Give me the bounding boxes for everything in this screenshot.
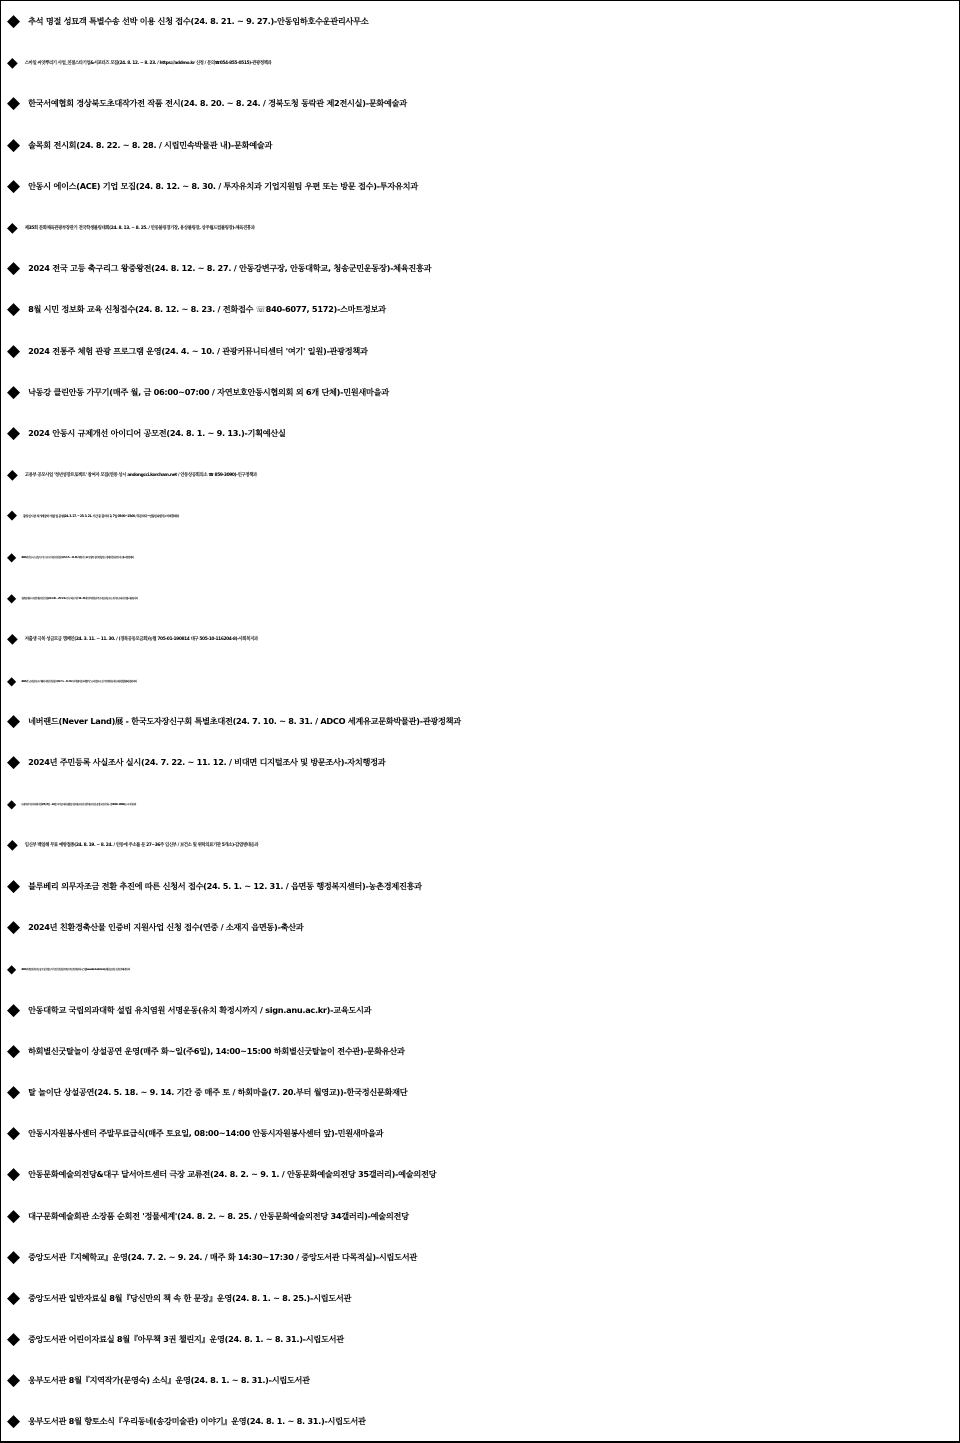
notice-text: 스마일 씨앗뿌리기 사업_친절스타기업&서포터즈 모집(24. 8. 12. ~ 8. 23. / https://addmo.kr 신청 / 문의☎054-855-0515)-관광정책과 xyxy=(24,60,272,66)
notice-item xyxy=(1,248,959,289)
notice-text: 중앙도서관 어린이자료실 8월『아무책 3권 챌린지』운영(24. 8. 1. ~ 8. 31.)-시립도서관 xyxy=(28,1334,344,1345)
notice-text: 2024년 친환경축산물 인증비 지원사업 신청 접수(연중 / 소재지 읍면동)-축산과 xyxy=(28,922,304,933)
notice-board xyxy=(1,1,959,1441)
notice-item xyxy=(1,948,959,989)
notice-text: 웅부도서관 8월 향토소식『우리동네(송강미술관) 이야기』운영(24. 8. 1. ~ 8. 31.)-시립도서관 xyxy=(28,1416,366,1427)
notice-text: 중앙도서관『지혜학교』운영(24. 7. 2. ~ 9. 24. / 매주 화 14:30~17:30 / 중앙도서관 다목적실)-시립도서관 xyxy=(28,1251,417,1262)
diamond-bullet-icon: ◆ xyxy=(7,93,21,114)
notice-text: 웅부도서관 8월『지역작가(문영숙) 소식』운영(24. 8. 1. ~ 8. 31.)-시립도서관 xyxy=(28,1375,310,1386)
notice-text: 안동시자원봉사센터 주말무료급식(매주 토요일, 08:00~14:00 안동시자원봉사센터 앞)-민원새마을과 xyxy=(28,1128,384,1139)
notice-item xyxy=(1,907,959,948)
notice-item xyxy=(1,1360,959,1401)
diamond-bullet-icon: ◆ xyxy=(7,797,17,812)
diamond-bullet-icon: ◆ xyxy=(7,1123,21,1144)
notice-item xyxy=(1,1401,959,1442)
diamond-bullet-icon: ◆ xyxy=(7,508,17,524)
notice-text: 저출생 극복 성금모금 캠페인(24. 3. 11. ~ 11. 30. / (경북공동모금회)농협 705-01-190814 대구 505-10-116204-8)-사회복지과 xyxy=(24,637,258,643)
notice-text: 낙동강 클린안동 가꾸기(매주 월, 금 06:00~07:00 / 자연보호안동시협의회 외 6개 단체)-민원새마을과 xyxy=(28,386,389,397)
diamond-bullet-icon: ◆ xyxy=(7,876,21,897)
notice-text: 청년월세 한시 특별지원사업 신청(24. 2. 26. ~ 25. 3. 31. / 부모 따로 거주 19~34세 무주택 청년 / 주소지읍면동 또는 복지로 온라인신청)-사회복지과 xyxy=(21,597,138,601)
diamond-bullet-icon: ◆ xyxy=(7,999,21,1020)
diamond-bullet-icon: ◆ xyxy=(7,837,18,854)
diamond-bullet-icon: ◆ xyxy=(7,134,21,155)
diamond-bullet-icon: ◆ xyxy=(7,752,21,773)
notice-item xyxy=(1,289,959,330)
diamond-bullet-icon: ◆ xyxy=(7,175,21,196)
diamond-bullet-icon: ◆ xyxy=(7,1205,21,1226)
notice-text: 임신부 백일해 무료 예방접종(24. 8. 19. ~ 8. 24. / 안동에 주소를 둔 27~36주 임신부 / 보건소 및 위탁의료기관 5개소)-감염병대응과 xyxy=(24,843,259,849)
notice-item xyxy=(1,990,959,1031)
notice-item xyxy=(1,1,959,42)
notice-text: 대구문화예술회관 소장품 순회전 '정물세계'(24. 8. 2. ~ 8. 25. / 안동문화예술의전당 34갤러리)-예술의전당 xyxy=(28,1210,409,1221)
notice-text: 중앙신시장 직거래장터 개설 및 운영(24. 3. 27. ~ 25. 3. 21. 기간 중 끝자리 2, 7일 05:00~15:00 / 푸른약국~안동민속한우)-지역경제과 xyxy=(23,514,179,519)
diamond-bullet-icon: ◆ xyxy=(7,917,21,938)
notice-text: 안동문화예술의전당&대구 달서아트센터 극장 교류전(24. 8. 2. ~ 9. 1. / 안동문화예술의전당 35갤러리)-예술의전당 xyxy=(28,1169,437,1180)
notice-text: 안동대학교 국립의과대학 설립 유치염원 서명운동(유치 확정시까지 / sign.anu.ac.kr)-교육도시과 xyxy=(28,1004,372,1015)
diamond-bullet-icon: ◆ xyxy=(7,673,17,688)
notice-text: 한국서예협회 경상북도초대작가전 작품 전시(24. 8. 20. ~ 8. 24. / 경북도청 동락관 제2전시실)-문화예술과 xyxy=(28,98,407,109)
notice-text: 8월 시민 정보화 교육 신청접수(24. 8. 12. ~ 8. 23. / 전화접수 ☏840-6077, 5172)-스마트정보과 xyxy=(28,304,386,315)
notice-item xyxy=(1,619,959,660)
notice-item xyxy=(1,536,959,577)
diamond-bullet-icon: ◆ xyxy=(7,1370,21,1391)
notice-item xyxy=(1,331,959,372)
notice-item xyxy=(1,372,959,413)
notice-text: 하회별신굿탈놀이 상설공연 운영(매주 화~일(주6일), 14:00~15:00 하회별신굿탈놀이 전수관)-문화유산과 xyxy=(28,1045,405,1056)
notice-text: 솔목회 전시회(24. 8. 22. ~ 8. 28. / 시립민속박물관 내)-문화예술과 xyxy=(28,139,273,150)
notice-text: 제35회 문화체육관광부장관기 전국학생볼링대회(24. 8. 13. ~ 8. 25. / 안동볼링경기장, 용상볼링장, 상주월드컵볼링장)-체육진흥과 xyxy=(24,225,255,231)
notice-item xyxy=(1,1195,959,1236)
diamond-bullet-icon: ◆ xyxy=(7,219,18,236)
notice-item xyxy=(1,1154,959,1195)
notice-item xyxy=(1,83,959,124)
notice-item xyxy=(1,1031,959,1072)
notice-item xyxy=(1,578,959,619)
diamond-bullet-icon: ◆ xyxy=(7,1081,21,1102)
notice-item xyxy=(1,784,959,825)
notice-text: 탈 놀이단 상설공연(24. 5. 18. ~ 9. 14. 기간 중 매주 토 / 하회마을(7. 20.부터 월영교))-한국정신문화재단 xyxy=(28,1086,408,1097)
diamond-bullet-icon: ◆ xyxy=(7,1246,21,1267)
diamond-bullet-icon: ◆ xyxy=(7,422,21,443)
notice-item xyxy=(1,1237,959,1278)
diamond-bullet-icon: ◆ xyxy=(7,711,21,732)
diamond-bullet-icon: ◆ xyxy=(7,1164,21,1185)
notice-text: 녹색자전거 무료대여사업(24년 3월 ~ 12월 / 어가골 다목적광장, 영호대교 북단, 영가대교 북단, 용정교 북단 / 화~일 09:00~18:00)-도시디자인과 xyxy=(21,803,136,807)
notice-item xyxy=(1,1319,959,1360)
notice-text: 2024년 안동시 소상공인 카드수수료 지원 신청 접수(24. 4. 5. ~ 11. 30. / 행복카드.kr 및 방문 접수(경상북도 경제진흥원 북부지소))-지역경제과 xyxy=(21,556,134,560)
diamond-bullet-icon: ◆ xyxy=(7,631,18,648)
notice-item xyxy=(1,1278,959,1319)
diamond-bullet-icon: ◆ xyxy=(7,258,21,279)
diamond-bullet-icon: ◆ xyxy=(7,1329,21,1350)
diamond-bullet-icon: ◆ xyxy=(7,381,21,402)
notice-item xyxy=(1,207,959,248)
diamond-bullet-icon: ◆ xyxy=(7,299,21,320)
notice-text: 네버랜드(Never Land)展 - 한국도자장신구회 특별초대전(24. 7. 10. ~ 8. 31. / ADCO 세계유교문화박물관)-관광정책과 xyxy=(28,716,461,727)
diamond-bullet-icon: ◆ xyxy=(7,961,17,976)
notice-text: 중앙도서관 일반자료실 8월『당신만의 책 속 한 문장』운영(24. 8. 1. ~ 8. 25.)-시립도서관 xyxy=(28,1292,352,1303)
diamond-bullet-icon: ◆ xyxy=(7,1411,21,1432)
notice-item xyxy=(1,125,959,166)
diamond-bullet-icon: ◆ xyxy=(7,550,17,565)
notice-item xyxy=(1,1072,959,1113)
notice-text: 고용부 공모사업 '청년성장프로젝트' 참여자 모집(연중 상시 andongcci.korcham.net / 안동상공회의소 ☎ 859-3090)-인구정책과 xyxy=(24,472,257,478)
notice-item xyxy=(1,413,959,454)
notice-item xyxy=(1,866,959,907)
notice-item xyxy=(1,742,959,783)
notice-item xyxy=(1,701,959,742)
notice-text: 2024 전통주 체험 관광 프로그램 운영(24. 4. ~ 10. / 관광커뮤니티센터 '여기' 일원)-관광정책과 xyxy=(28,345,368,356)
notice-text: 추석 명절 성묘객 특별수송 선박 이용 신청 접수(24. 8. 21. ~ 9. 27.)-안동임하호수운관리사무소 xyxy=(28,16,369,27)
notice-item xyxy=(1,42,959,83)
diamond-bullet-icon: ◆ xyxy=(7,1287,21,1308)
notice-text: 2024년 노후경유차 조기폐차 지원 신청 접수(24. 7. 1. ~ 11. 30. / 인터넷(자동차배출가스누리집) 또는 등기우편(한국자동차환경협회))-환경관리과 xyxy=(21,679,137,683)
notice-item xyxy=(1,495,959,536)
notice-item xyxy=(1,660,959,701)
notice-item xyxy=(1,166,959,207)
notice-text: 블루베리 의무자조금 전환 추진에 따른 신청서 접수(24. 5. 1. ~ 12. 31. / 읍면동 행정복지센터)-농촌경제진흥과 xyxy=(28,881,422,892)
diamond-bullet-icon: ◆ xyxy=(7,1040,21,1061)
notice-text: 안동시 에이스(ACE) 기업 모집(24. 8. 12. ~ 8. 30. / 투자유치과 기업지원팀 우편 또는 방문 접수)-투자유치과 xyxy=(28,180,418,191)
notice-list xyxy=(1,1,959,1443)
notice-item xyxy=(1,825,959,866)
diamond-bullet-icon: ◆ xyxy=(7,466,18,483)
notice-item xyxy=(1,454,959,495)
notice-text: 2024 안동시 규제개선 아이디어 공모전(24. 8. 1. ~ 9. 13.)-기획예산실 xyxy=(28,427,286,438)
diamond-bullet-icon: ◆ xyxy=(7,340,21,361)
notice-text: 2024년 주민등록 사실조사 실시(24. 7. 22. ~ 11. 12. / 비대면 디지털조사 및 방문조사)-자치행정과 xyxy=(28,757,386,768)
notice-item xyxy=(1,1113,959,1154)
diamond-bullet-icon: ◆ xyxy=(7,11,21,32)
diamond-bullet-icon: ◆ xyxy=(7,54,18,71)
notice-text: 2024 전국 고등 축구리그 왕중왕전(24. 8. 12. ~ 8. 27. / 안동강변구장, 안동대학교, 청송군민운동장)-체육진흥과 xyxy=(28,263,432,274)
notice-text: 2024년 깨끗한 축산농장 조성 희망농가 사업 신청 접수(연중 / 축산악취관리시스템(www.lemi.or.kr/oms/), 해당 읍면동 및 축산과)-축산과 xyxy=(21,967,130,971)
diamond-bullet-icon: ◆ xyxy=(7,591,17,606)
